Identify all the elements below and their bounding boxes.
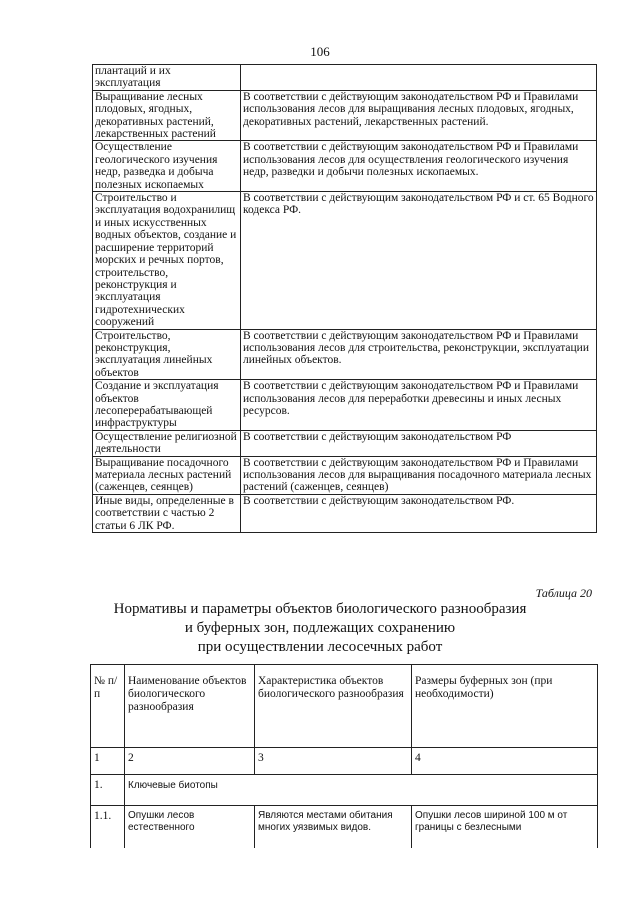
biodiversity-table	[90, 664, 598, 848]
row-number: 1.1.	[91, 806, 125, 849]
table-row	[91, 806, 598, 849]
header-buffer: Размеры буферных зон (при необходимости)	[412, 665, 598, 748]
section-number: 1.	[91, 775, 125, 806]
table-row	[93, 456, 597, 494]
row-name: Опушки лесов естественного	[125, 806, 255, 849]
column-numbers-row	[91, 748, 598, 775]
section-label: Ключевые биотопы	[125, 775, 598, 806]
table-row	[93, 141, 597, 192]
table-header-row	[91, 665, 598, 748]
table-row	[93, 192, 597, 329]
activity-cell: Выращивание посадочного материала лесных растений (саженцев, сеянцев)	[93, 456, 241, 494]
page-number: 106	[310, 44, 330, 59]
table-row	[93, 329, 597, 380]
column-number: 4	[412, 748, 598, 775]
regulation-cell: В соответствии с действующим законодательством РФ и Правилами использования лесов для осуществления геологического изучения недр, разведки и добычи полезных ископаемых.	[241, 141, 597, 192]
column-number: 3	[255, 748, 412, 775]
section-row	[91, 775, 598, 806]
regulation-cell: В соответствии с действующим законодательством РФ и Правилами использования лесов для выращивания посадочного материала лесных растений (саженцев, сеянцев)	[241, 456, 597, 494]
regulation-cell: В соответствии с действующим законодательством РФ и Правилами использования лесов для строительства, реконструкции, эксплуатации линейных объектов.	[241, 329, 597, 380]
table-caption: Таблица 20	[535, 586, 592, 600]
title-line: при осуществлении лесосечных работ	[197, 639, 443, 655]
activity-cell: Строительство, реконструкция, эксплуатация линейных объектов	[93, 329, 241, 380]
table-row	[93, 65, 597, 91]
row-buffer: Опушки лесов шириной 100 м от границы с безлесными	[412, 806, 598, 849]
regulation-cell: В соответствии с действующим законодательством РФ.	[241, 494, 597, 532]
table-row	[93, 430, 597, 456]
table-row	[93, 494, 597, 532]
regulation-cell: В соответствии с действующим законодательством РФ	[241, 430, 597, 456]
activity-cell: Осуществление геологического изучения недр, разведка и добыча полезных ископаемых	[93, 141, 241, 192]
activity-cell: Иные виды, определенные в соответствии с частью 2 статьи 6 ЛК РФ.	[93, 494, 241, 532]
header-name: Наименование объектов биологического разнообразия	[125, 665, 255, 748]
row-characteristic: Являются местами обитания многих уязвимых видов.	[255, 806, 412, 849]
column-number: 2	[125, 748, 255, 775]
header-number: № п/п	[91, 665, 125, 748]
table-row	[93, 380, 597, 431]
activity-cell: Выращивание лесных плодовых, ягодных, декоративных растений, лекарственных растений	[93, 90, 241, 141]
table-row	[93, 90, 597, 141]
forest-use-table	[92, 64, 597, 533]
title-line: Нормативы и параметры объектов биологического разнообразия	[113, 601, 527, 617]
activity-cell: плантаций и их эксплуатация	[93, 65, 241, 91]
regulation-cell: В соответствии с действующим законодательством РФ и Правилами использования лесов для выращивания лесных плодовых, ягодных, декоративных растений, лекарственных растений.	[241, 90, 597, 141]
column-number: 1	[91, 748, 125, 775]
activity-cell: Осуществление религиозной деятельности	[93, 430, 241, 456]
title-line: и буферных зон, подлежащих сохранению	[184, 620, 456, 636]
regulation-cell: В соответствии с действующим законодательством РФ и ст. 65 Водного кодекса РФ.	[241, 192, 597, 329]
regulation-cell	[241, 65, 597, 91]
regulation-cell: В соответствии с действующим законодательством РФ и Правилами использования лесов для переработки древесины и иных лесных ресурсов.	[241, 380, 597, 431]
section-title	[0, 600, 640, 657]
activity-cell: Создание и эксплуатация объектов лесоперерабатывающей инфраструктуры	[93, 380, 241, 431]
activity-cell: Строительство и эксплуатация водохранилищ и иных искусственных водных объектов, создание и расширение территорий морских и речных портов, строительство, реконструкция и эксплуатация гидротехнических сооружений	[93, 192, 241, 329]
header-characteristic: Характеристика объектов биологического разнообразия	[255, 665, 412, 748]
